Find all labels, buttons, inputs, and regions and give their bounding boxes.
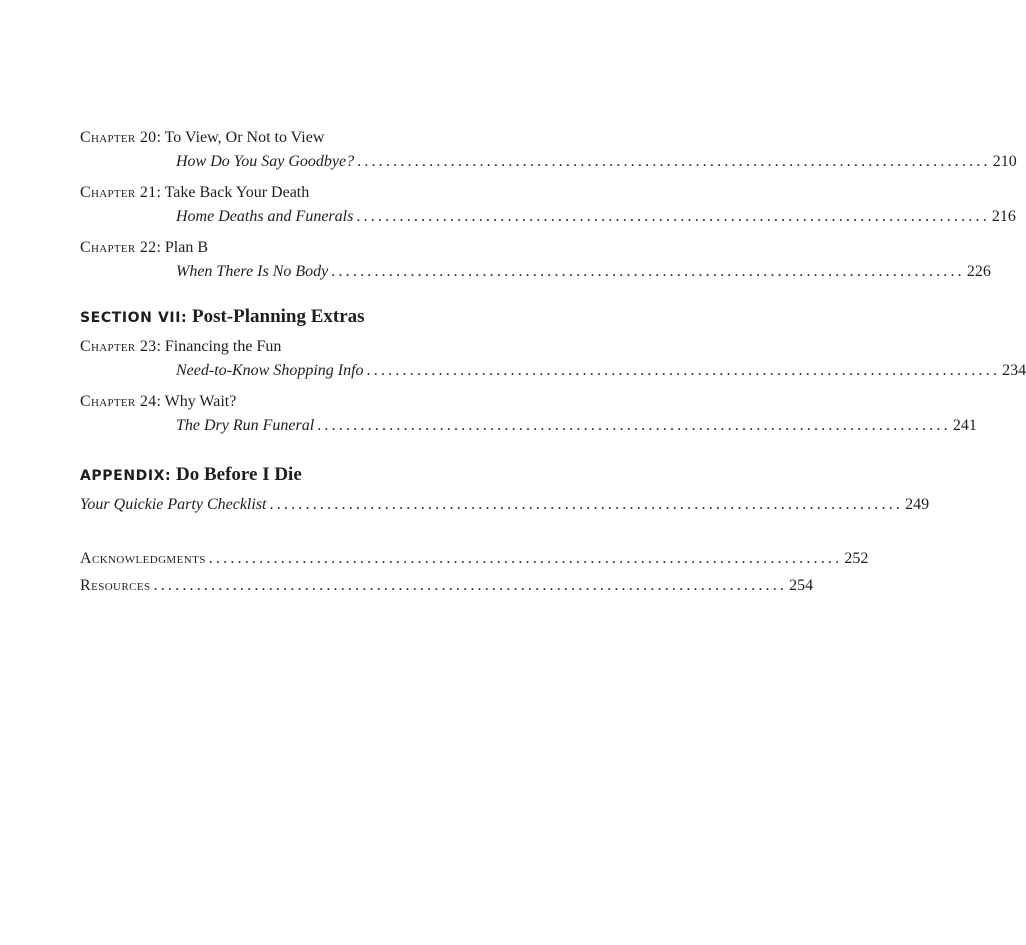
chapter-heading: Chapter 23: Financing the Fun <box>80 338 282 355</box>
dot-leader: ........................................................................................ <box>366 362 1001 379</box>
dot-leader: ........................................................................................ <box>357 153 991 170</box>
toc-entry[interactable] <box>80 414 977 438</box>
chapter-subtitle: When There Is No Body <box>176 263 329 280</box>
dot-leader: ........................................................................................ <box>317 417 951 434</box>
toc-chapter-24 <box>80 390 977 438</box>
toc-entry[interactable] <box>80 205 1016 229</box>
toc-chapter-22 <box>80 236 991 284</box>
page-number: 234 <box>1002 362 1026 379</box>
chapter-title: To View, Or Not to View <box>164 129 325 146</box>
dot-leader: ........................................................................................ <box>356 208 990 225</box>
page-number: 210 <box>992 153 1017 170</box>
chapter-subtitle: How Do You Say Goodbye? <box>176 153 355 170</box>
appendix-label: APPENDIX: <box>80 468 172 484</box>
back-matter-title: Acknowledgments <box>80 550 206 567</box>
page-number: 226 <box>966 263 991 280</box>
page-number: 216 <box>991 208 1016 225</box>
back-matter-title: Resources <box>80 577 151 594</box>
chapter-number: Chapter 23 <box>80 338 157 355</box>
chapter-heading: Chapter 24: Why Wait? <box>80 393 237 410</box>
toc-chapter-23 <box>80 335 1026 383</box>
dot-leader: ........................................................................................ <box>208 550 843 567</box>
dot-leader: ........................................................................................ <box>269 496 904 513</box>
chapter-subtitle: The Dry Run Funeral <box>176 417 315 434</box>
page-number: 249 <box>905 496 930 513</box>
section-label: SECTION VII: <box>80 310 188 326</box>
chapter-title: Plan B <box>164 239 209 256</box>
chapter-number: Chapter 22 <box>80 239 157 256</box>
toc-entry-appendix[interactable] <box>80 493 930 517</box>
chapter-subtitle: Home Deaths and Funerals <box>176 208 354 225</box>
table-of-contents <box>80 126 1026 599</box>
chapter-title: Why Wait? <box>164 393 237 410</box>
dot-leader: ........................................................................................ <box>331 263 965 280</box>
chapter-heading: Chapter 20: To View, Or Not to View <box>80 129 325 146</box>
toc-entry[interactable] <box>80 260 991 284</box>
section-heading <box>80 304 525 330</box>
back-matter <box>80 545 869 599</box>
chapter-title: Take Back Your Death <box>164 184 310 201</box>
toc-chapter-21 <box>80 181 1016 229</box>
toc-entry-resources[interactable] <box>80 572 814 599</box>
page-number: 252 <box>844 550 869 567</box>
toc-entry[interactable] <box>80 150 1017 174</box>
chapter-number: Chapter 21 <box>80 184 157 201</box>
dot-leader: ........................................................................................ <box>153 577 788 594</box>
chapter-heading: Chapter 21: Take Back Your Death <box>80 184 310 201</box>
page-number: 254 <box>789 577 814 594</box>
chapter-title: Financing the Fun <box>164 338 282 355</box>
toc-chapter-20 <box>80 126 1017 174</box>
chapter-number: Chapter 20 <box>80 129 157 146</box>
chapter-heading: Chapter 22: Plan B <box>80 239 209 256</box>
section-title: Post-Planning Extras <box>191 306 365 327</box>
appendix-heading <box>80 462 525 488</box>
toc-entry[interactable] <box>80 359 1026 383</box>
chapter-subtitle: Need-to-Know Shopping Info <box>176 362 364 379</box>
appendix-entry-title: Your Quickie Party Checklist <box>80 496 267 513</box>
appendix-title: Do Before I Die <box>176 464 302 485</box>
page-number: 241 <box>952 417 977 434</box>
toc-entry-acknowledgments[interactable] <box>80 545 869 572</box>
chapter-number: Chapter 24 <box>80 393 157 410</box>
